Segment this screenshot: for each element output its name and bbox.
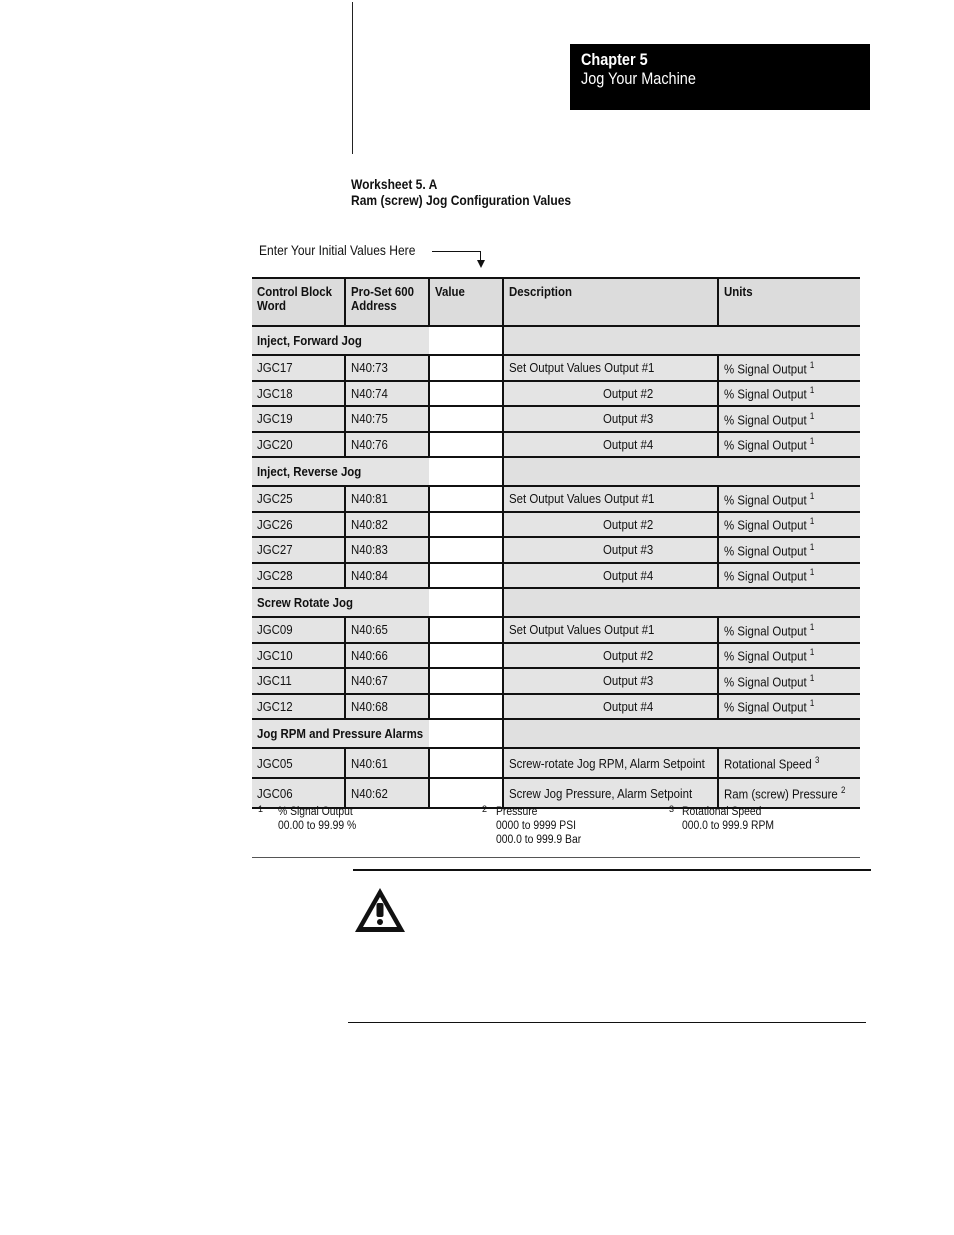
table-row <box>252 432 860 458</box>
footnote-ref: 1 <box>809 516 815 527</box>
control-block-word: JGC10 <box>252 643 345 669</box>
proset-address: N40:73 <box>345 355 429 381</box>
enter-values-label: Enter Your Initial Values Here <box>259 242 416 258</box>
table-header-row <box>252 278 860 326</box>
table-row <box>252 748 860 778</box>
units: Rotational Speed $^3$ <box>718 748 860 778</box>
value-input-cell[interactable] <box>429 537 503 563</box>
units: % Signal Output $^1$ <box>718 432 860 458</box>
description: Output #4 <box>503 694 718 720</box>
group-title: Inject, Forward Jog <box>252 326 429 355</box>
footnotes: 1 % Signal Output 00.00 to 99.99 % 2 Pressure 0000 to 9999 PSI 000.0 to 999.9 Bar 3 Rotational Speed 000.0 to 999.9 RPM <box>252 805 860 858</box>
control-block-word: JGC26 <box>252 512 345 538</box>
control-block-word: JGC12 <box>252 694 345 720</box>
group-value-cell <box>429 719 503 748</box>
group-title: Screw Rotate Jog <box>252 588 429 617</box>
proset-address: N40:82 <box>345 512 429 538</box>
description: Output #4 <box>503 563 718 589</box>
units: % Signal Output $^1$ <box>718 643 860 669</box>
group-value-cell <box>429 588 503 617</box>
table-row <box>252 537 860 563</box>
units: % Signal Output $^1$ <box>718 537 860 563</box>
header-units: Units <box>718 278 860 326</box>
table-row <box>252 381 860 407</box>
units: % Signal Output $^1$ <box>718 668 860 694</box>
units: % Signal Output $^1$ <box>718 512 860 538</box>
table-row <box>252 406 860 432</box>
footnote-ref: 2 <box>840 784 846 795</box>
table-row <box>252 668 860 694</box>
units: % Signal Output $^1$ <box>718 563 860 589</box>
group-header-row <box>252 588 860 617</box>
jog-config-table <box>252 277 860 809</box>
footnote-ref: 1 <box>809 490 815 501</box>
table-row <box>252 694 860 720</box>
group-title: Jog RPM and Pressure Alarms <box>252 719 429 748</box>
pointer-line-vertical <box>480 251 481 260</box>
value-input-cell[interactable] <box>429 643 503 669</box>
footnote-ref: 1 <box>809 698 815 709</box>
footnote-ref: 1 <box>809 436 815 447</box>
description: Output #2 <box>503 643 718 669</box>
units: % Signal Output $^1$ <box>718 381 860 407</box>
description: Output #4 <box>503 432 718 458</box>
value-input-cell[interactable] <box>429 381 503 407</box>
value-input-cell[interactable] <box>429 512 503 538</box>
proset-address: N40:83 <box>345 537 429 563</box>
chapter-header <box>570 44 870 110</box>
arrow-down-icon <box>477 260 485 268</box>
chapter-title: Jog Your Machine <box>581 69 696 88</box>
proset-address: N40:68 <box>345 694 429 720</box>
control-block-word: JGC06 <box>252 778 345 808</box>
proset-address: N40:66 <box>345 643 429 669</box>
proset-address: N40:61 <box>345 748 429 778</box>
table-row <box>252 512 860 538</box>
description: Set Output Values Output #1 <box>503 617 718 643</box>
units: % Signal Output $^1$ <box>718 355 860 381</box>
group-title: Inject, Reverse Jog <box>252 457 429 486</box>
control-block-word: JGC19 <box>252 406 345 432</box>
units: % Signal Output $^1$ <box>718 617 860 643</box>
value-input-cell[interactable] <box>429 406 503 432</box>
value-input-cell[interactable] <box>429 778 503 808</box>
footnote-ref: 1 <box>809 621 815 632</box>
footnote-ref: 1 <box>809 359 815 370</box>
proset-address: N40:62 <box>345 778 429 808</box>
proset-address: N40:76 <box>345 432 429 458</box>
table-row <box>252 778 860 808</box>
table-row <box>252 643 860 669</box>
proset-address: N40:75 <box>345 406 429 432</box>
units: Ram (screw) Pressure $^2$ <box>718 778 860 808</box>
description: Output #3 <box>503 537 718 563</box>
description: Screw-rotate Jog RPM, Alarm Setpoint <box>503 748 718 778</box>
group-value-cell <box>429 457 503 486</box>
table-row <box>252 617 860 643</box>
control-block-word: JGC20 <box>252 432 345 458</box>
footnote-ref: 1 <box>809 385 815 396</box>
control-block-word: JGC27 <box>252 537 345 563</box>
footnote-ref: 1 <box>809 647 815 658</box>
worksheet-heading <box>351 176 571 208</box>
footnote-ref: 1 <box>809 672 815 683</box>
chapter-number: Chapter 5 <box>581 50 648 69</box>
header-address: Pro-Set 600 Address <box>345 278 429 326</box>
proset-address: N40:74 <box>345 381 429 407</box>
description: Set Output Values Output #1 <box>503 355 718 381</box>
units: % Signal Output $^1$ <box>718 486 860 512</box>
proset-address: N40:81 <box>345 486 429 512</box>
footnote-ref: 1 <box>809 567 815 578</box>
value-input-cell[interactable] <box>429 432 503 458</box>
description: Output #2 <box>503 381 718 407</box>
units: % Signal Output $^1$ <box>718 694 860 720</box>
table-row <box>252 563 860 589</box>
value-input-cell[interactable] <box>429 668 503 694</box>
group-blank-cell <box>503 588 860 617</box>
pointer-line <box>432 251 481 252</box>
description: Set Output Values Output #1 <box>503 486 718 512</box>
group-header-row <box>252 457 860 486</box>
footnote-ref: 3 <box>814 754 820 765</box>
footnote-ref: 1 <box>809 410 815 421</box>
control-block-word: JGC25 <box>252 486 345 512</box>
header-value: Value <box>429 278 503 326</box>
control-block-word: JGC11 <box>252 668 345 694</box>
group-blank-cell <box>503 326 860 355</box>
description: Output #3 <box>503 406 718 432</box>
units: % Signal Output $^1$ <box>718 406 860 432</box>
proset-address: N40:67 <box>345 668 429 694</box>
margin-rule <box>352 2 353 154</box>
description: Screw Jog Pressure, Alarm Setpoint <box>503 778 718 808</box>
control-block-word: JGC17 <box>252 355 345 381</box>
attention-rule-top <box>353 869 871 871</box>
table-row <box>252 486 860 512</box>
group-header-row <box>252 326 860 355</box>
control-block-word: JGC05 <box>252 748 345 778</box>
header-description: Description <box>503 278 718 326</box>
footnote-ref: 1 <box>809 541 815 552</box>
value-input-cell[interactable] <box>429 486 503 512</box>
value-input-cell[interactable] <box>429 617 503 643</box>
worksheet-title: Ram (screw) Jog Configuration Values <box>351 192 572 208</box>
control-block-word: JGC28 <box>252 563 345 589</box>
control-block-word: JGC09 <box>252 617 345 643</box>
table-row <box>252 355 860 381</box>
value-input-cell[interactable] <box>429 748 503 778</box>
group-value-cell <box>429 326 503 355</box>
warning-triangle-icon <box>352 884 408 936</box>
control-block-word: JGC18 <box>252 381 345 407</box>
proset-address: N40:84 <box>345 563 429 589</box>
value-input-cell[interactable] <box>429 355 503 381</box>
value-input-cell[interactable] <box>429 563 503 589</box>
group-blank-cell <box>503 719 860 748</box>
group-header-row <box>252 719 860 748</box>
worksheet-number: Worksheet 5. A <box>351 176 438 192</box>
value-input-cell[interactable] <box>429 694 503 720</box>
proset-address: N40:65 <box>345 617 429 643</box>
description: Output #2 <box>503 512 718 538</box>
description: Output #3 <box>503 668 718 694</box>
attention-rule-bottom <box>348 1022 866 1023</box>
group-blank-cell <box>503 457 860 486</box>
header-control-block-word: Control Block Word <box>252 278 345 326</box>
